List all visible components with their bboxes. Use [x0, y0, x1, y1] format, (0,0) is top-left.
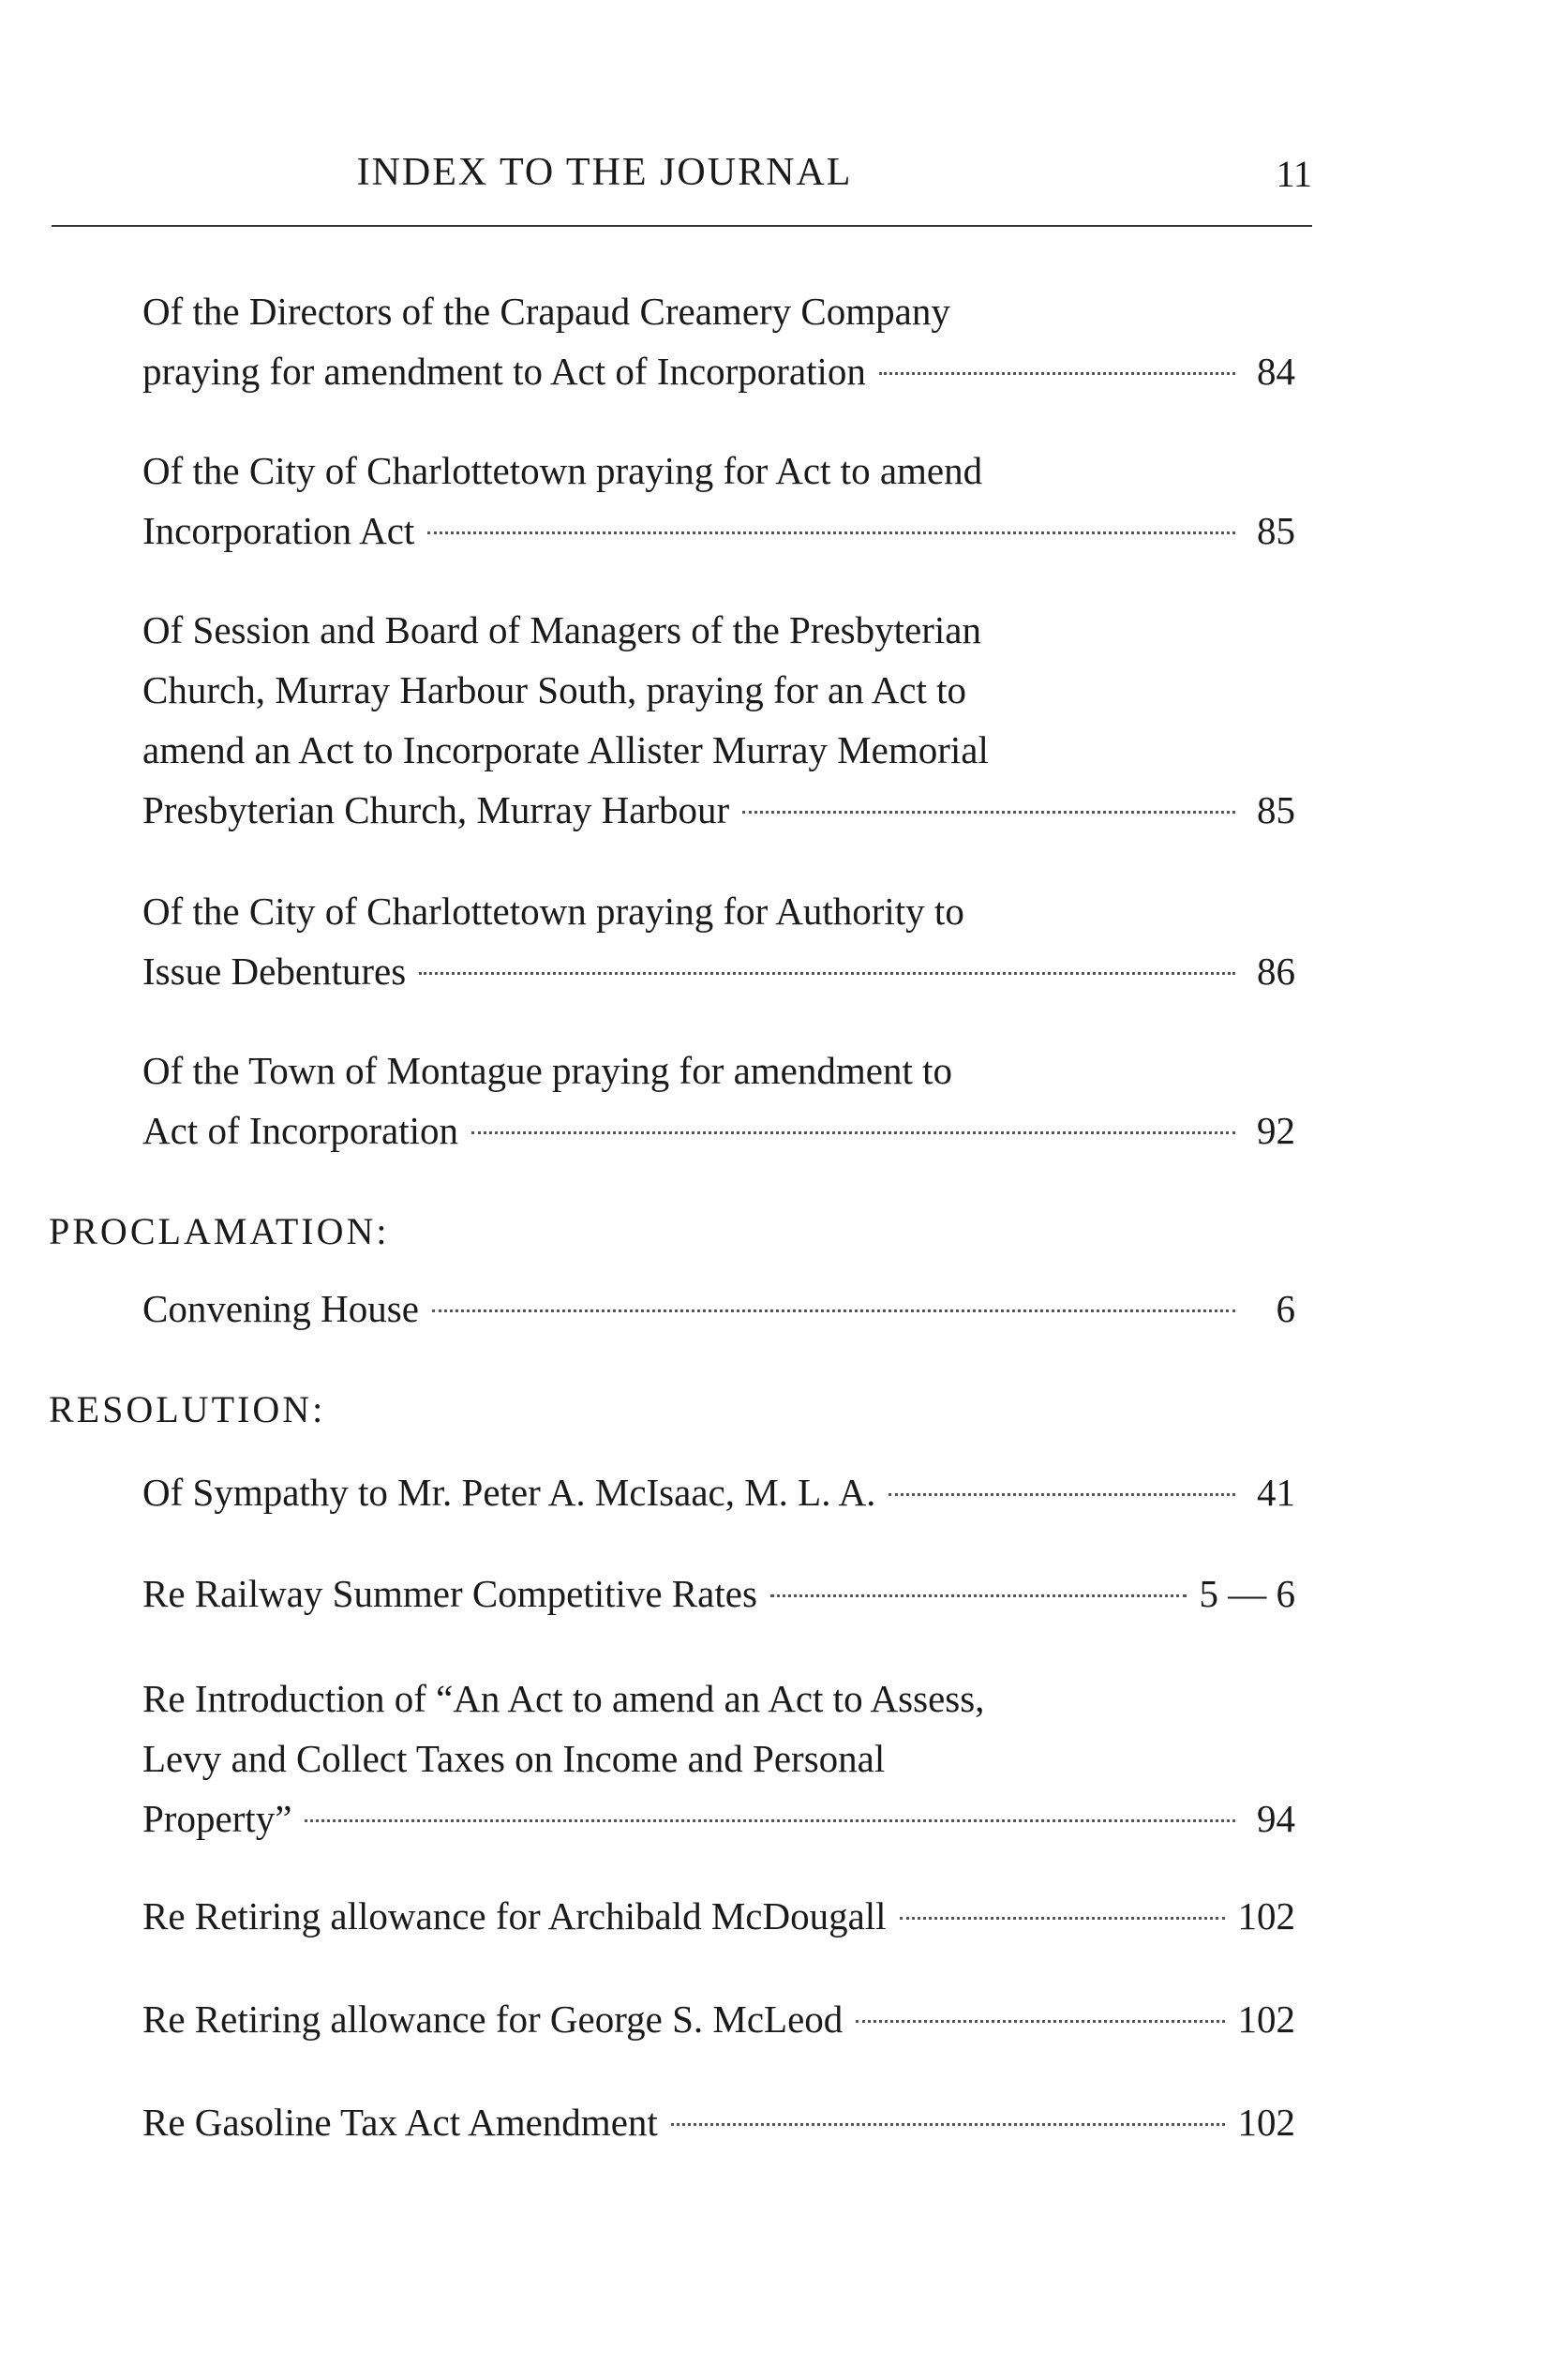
- entry-last-line: [142, 780, 1295, 840]
- entry-page: 86: [1257, 950, 1295, 993]
- entry-page: 5 — 6: [1199, 1572, 1295, 1615]
- entry-page: 102: [1237, 1894, 1295, 1938]
- entry-page: 92: [1257, 1109, 1295, 1152]
- entry-text: Act of Incorporation: [142, 1109, 458, 1152]
- dot-leader: [305, 1819, 1235, 1822]
- index-entry: [142, 1279, 1295, 1339]
- dot-leader: [889, 1493, 1235, 1496]
- entry-last-line: [142, 1462, 1295, 1522]
- entry-last-line: [142, 501, 1295, 561]
- entry-page: 85: [1257, 788, 1295, 831]
- entry-page: 85: [1257, 509, 1295, 552]
- index-entry: [142, 1989, 1295, 2049]
- index-entry: [142, 1564, 1295, 1623]
- section-heading: RESOLUTION:: [49, 1388, 326, 1430]
- entry-text-line: Of Session and Board of Managers of the Presbyterian: [142, 608, 981, 651]
- running-title: INDEX TO THE JOURNAL: [356, 151, 853, 194]
- dot-leader: [856, 2020, 1224, 2023]
- dot-leader: [432, 1309, 1235, 1312]
- entry-last-line: [142, 1100, 1295, 1160]
- entry-text-line: Re Introduction of “An Act to amend an Act to Assess,: [142, 1677, 985, 1720]
- entry-text-line: Of the Town of Montague praying for amendment to: [142, 1049, 953, 1092]
- entry-page: 84: [1257, 350, 1295, 393]
- entry-text-line: Of the City of Charlottetown praying for Act to amend: [142, 449, 983, 492]
- entry-text: Of Sympathy to Mr. Peter A. McIsaac, M. L. A.: [142, 1471, 876, 1514]
- index-entry: [142, 281, 1295, 401]
- entry-text: Issue Debentures: [142, 950, 407, 993]
- dot-leader: [427, 531, 1235, 534]
- entry-last-line: [142, 2092, 1295, 2152]
- index-entry: [142, 1040, 1295, 1160]
- entry-text: Re Retiring allowance for Archibald McDougall: [142, 1894, 887, 1938]
- entry-last-line: [142, 1989, 1295, 2049]
- section-heading: PROCLAMATION:: [49, 1210, 390, 1252]
- dot-leader: [770, 1594, 1187, 1597]
- page-header: [52, 150, 1312, 216]
- index-entry: [142, 441, 1295, 561]
- index-entry: [142, 1886, 1295, 1946]
- dot-leader: [671, 2123, 1225, 2126]
- entry-text-line: Levy and Collect Taxes on Income and Personal: [142, 1737, 886, 1780]
- entry-text: Re Railway Summer Competitive Rates: [142, 1572, 757, 1615]
- entry-text: Re Retiring allowance for George S. McLeod: [142, 1997, 844, 2041]
- entry-last-line: [142, 1886, 1295, 1946]
- entry-text: Incorporation Act: [142, 509, 415, 552]
- dot-leader: [879, 372, 1235, 375]
- entry-text-line: amend an Act to Incorporate Allister Murray Memorial: [142, 728, 989, 771]
- dot-leader: [742, 811, 1235, 814]
- index-entry: [142, 1668, 1295, 1848]
- dot-leader: [900, 1917, 1225, 1920]
- entry-page: 102: [1237, 2101, 1295, 2144]
- entry-last-line: [142, 341, 1295, 401]
- entry-text-line: Of the Directors of the Crapaud Creamery Company: [142, 290, 950, 333]
- entry-page: 6: [1276, 1287, 1295, 1330]
- index-entry: [142, 1462, 1295, 1522]
- entry-text: Re Gasoline Tax Act Amendment: [142, 2101, 658, 2144]
- index-entry: [142, 2092, 1295, 2152]
- entry-text: praying for amendment to Act of Incorporation: [142, 350, 866, 393]
- entry-last-line: [142, 941, 1295, 1001]
- entry-page: 41: [1257, 1471, 1295, 1514]
- dot-leader: [471, 1131, 1235, 1134]
- entry-text-line: Of the City of Charlottetown praying for Authority to: [142, 890, 964, 933]
- entry-page: 94: [1257, 1797, 1295, 1840]
- entry-last-line: [142, 1788, 1295, 1848]
- entry-text-line: Church, Murray Harbour South, praying for an Act to: [142, 668, 967, 711]
- entry-last-line: [142, 1564, 1295, 1623]
- page-number: 11: [1276, 153, 1312, 195]
- entry-text: Presbyterian Church, Murray Harbour: [142, 788, 730, 831]
- header-rule: [52, 225, 1312, 227]
- index-entry: [142, 600, 1295, 840]
- entry-page: 102: [1237, 1997, 1295, 2041]
- dot-leader: [419, 972, 1235, 975]
- entry-text: Property”: [142, 1797, 292, 1840]
- entry-last-line: [142, 1279, 1295, 1339]
- index-entry: [142, 881, 1295, 1001]
- entry-text: Convening House: [142, 1287, 419, 1330]
